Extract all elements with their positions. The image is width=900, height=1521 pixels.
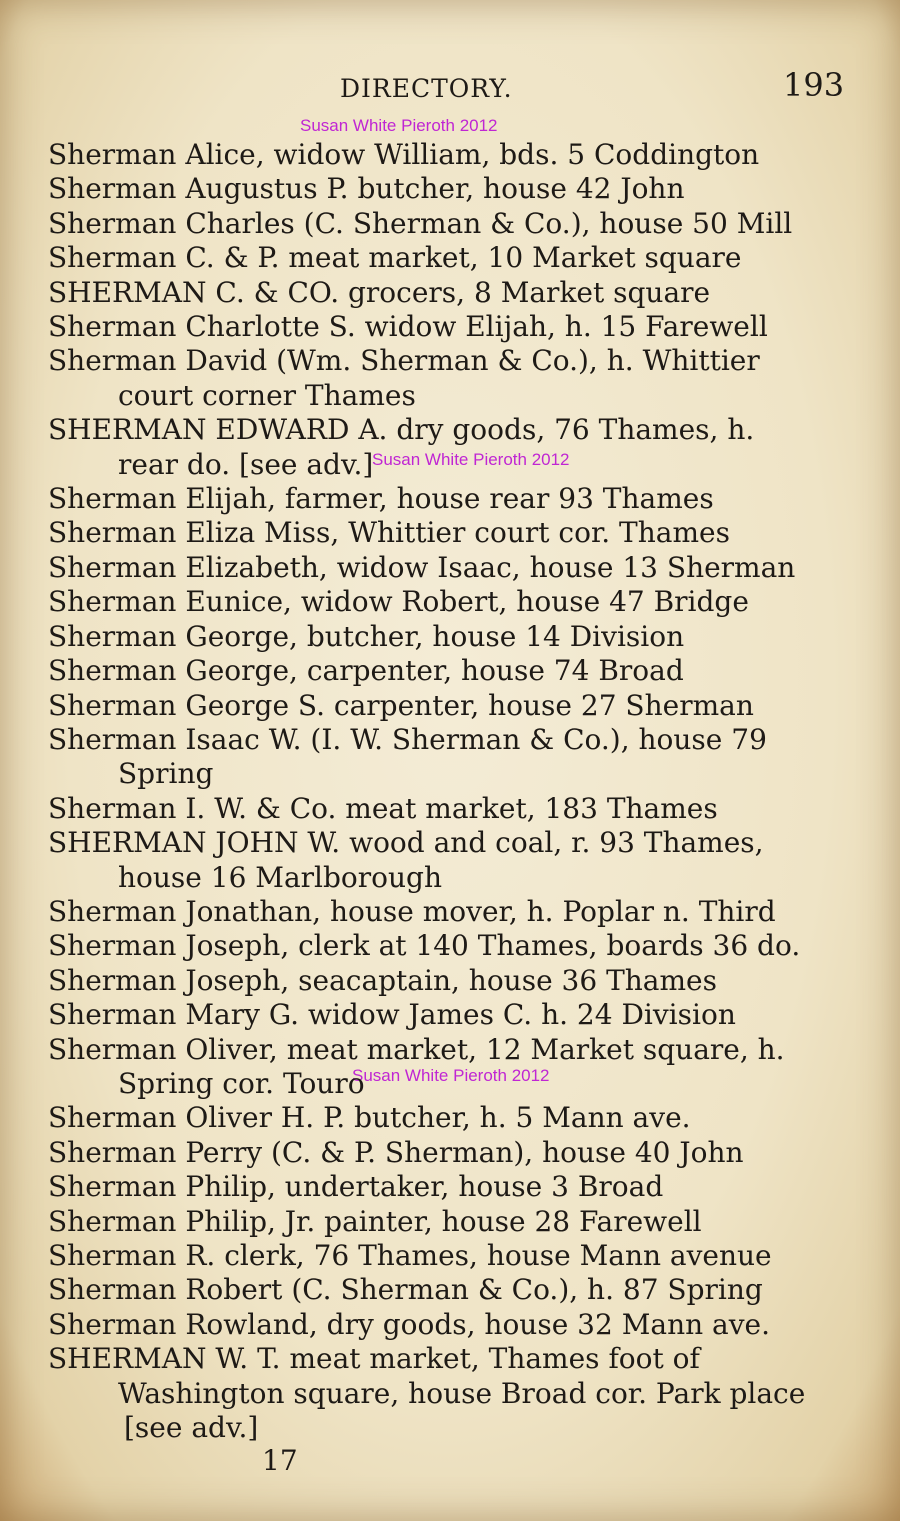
watermark: Susan White Pieroth 2012 [352, 1066, 550, 1085]
entry-text: Sherman I. W. & Co. meat market, 183 Thames [48, 791, 718, 825]
directory-entry [48, 413, 858, 482]
directory-entry [48, 516, 858, 550]
entry-text: Sherman Charlotte S. widow Elijah, h. 15 Farewell [48, 310, 768, 344]
entry-text: Sherman Jonathan, house mover, h. Poplar n. Third [48, 894, 776, 928]
directory-entry [48, 792, 858, 826]
entry-text: Sherman George, butcher, house 14 Division [48, 619, 685, 653]
directory-entry [48, 1239, 858, 1273]
directory-entry [48, 964, 858, 998]
directory-entry [48, 482, 858, 516]
directory-entry [48, 620, 858, 654]
entry-text: Sherman Philip, undertaker, house 3 Broad [48, 1170, 664, 1204]
directory-entry [48, 172, 858, 206]
entry-text: Sherman David (Wm. Sherman & Co.), h. Whittier [48, 344, 760, 378]
directory-entry [48, 1136, 858, 1170]
directory-entry [48, 1033, 858, 1102]
directory-entry [48, 276, 858, 310]
directory-entry [48, 241, 858, 275]
entry-text: Sherman Elizabeth, widow Isaac, house 13 Sherman [48, 550, 796, 584]
entry-text: SHERMAN C. & CO. grocers, 8 Market square [48, 275, 711, 309]
entry-text: Sherman Joseph, seacaptain, house 36 Thames [48, 963, 717, 997]
entry-text: Sherman Joseph, clerk at 140 Thames, boards 36 do. [48, 929, 801, 963]
entry-text: Sherman Eliza Miss, Whittier court cor. Thames [48, 516, 730, 550]
entry-text: SHERMAN W. T. meat market, Thames foot of [48, 1342, 700, 1376]
entry-continuation: Spring [118, 757, 214, 791]
entry-continuation: rear do. [see adv.] [118, 447, 374, 481]
directory-entry [48, 207, 858, 241]
directory-entry [48, 1342, 858, 1445]
entry-text: Sherman Rowland, dry goods, house 32 Mann ave. [48, 1307, 771, 1341]
entry-text: SHERMAN EDWARD A. dry goods, 76 Thames, h. [48, 413, 755, 447]
directory-entry [48, 895, 858, 929]
directory-entry [48, 1170, 858, 1204]
directory-entries [48, 138, 858, 1445]
entry-text: Sherman R. clerk, 76 Thames, house Mann avenue [48, 1239, 772, 1272]
directory-entry [48, 929, 858, 963]
entry-continuation: court corner Thames [118, 378, 416, 412]
entry-text: Sherman George S. carpenter, house 27 Sherman [48, 688, 754, 722]
entry-continuation: Washington square, house Broad cor. Park place [118, 1376, 806, 1410]
entry-text: Sherman Mary G. widow James C. h. 24 Division [48, 998, 736, 1032]
entry-continuation: house 16 Marlborough [118, 860, 443, 894]
directory-entry [48, 1101, 858, 1135]
entry-continuation: [see adv.] [124, 1411, 259, 1445]
watermark: Susan White Pieroth 2012 [300, 116, 498, 135]
signature-mark: 17 [262, 1444, 298, 1477]
directory-entry [48, 1308, 858, 1342]
directory-entry [48, 551, 858, 585]
directory-entry [48, 723, 858, 792]
entry-text: Sherman Alice, widow William, bds. 5 Coddington [48, 138, 760, 171]
directory-entry [48, 310, 858, 344]
entry-text: SHERMAN JOHN W. wood and coal, r. 93 Thames, [48, 826, 764, 860]
entry-text: Sherman Oliver H. P. butcher, h. 5 Mann ave. [48, 1101, 691, 1135]
entry-continuation: Spring cor. Touro [118, 1066, 365, 1100]
entry-text: Sherman Robert (C. Sherman & Co.), h. 87 Spring [48, 1273, 763, 1307]
directory-entry [48, 1273, 858, 1307]
entry-text: Sherman Charles (C. Sherman & Co.), house 50 Mill [48, 206, 793, 240]
directory-entry [48, 998, 858, 1032]
directory-entry [48, 826, 858, 895]
directory-entry [48, 689, 858, 723]
directory-entry [48, 585, 858, 619]
entry-text: Sherman Eunice, widow Robert, house 47 Bridge [48, 585, 749, 619]
entry-text: Sherman Philip, Jr. painter, house 28 Farewell [48, 1204, 702, 1238]
running-header: DIRECTORY. [340, 74, 513, 103]
entry-text: Sherman Oliver, meat market, 12 Market square, h. [48, 1032, 785, 1066]
entry-text: Sherman Isaac W. (I. W. Sherman & Co.), house 79 [48, 722, 767, 756]
directory-entry [48, 138, 858, 172]
directory-entry [48, 1205, 858, 1239]
page-number: 193 [783, 66, 845, 104]
entry-text: Sherman Elijah, farmer, house rear 93 Thames [48, 482, 714, 516]
watermark: Susan White Pieroth 2012 [372, 450, 570, 469]
entry-text: Sherman Perry (C. & P. Sherman), house 40 John [48, 1135, 744, 1169]
directory-entry [48, 344, 858, 413]
entry-text: Sherman C. & P. meat market, 10 Market square [48, 241, 742, 275]
entry-text: Sherman George, carpenter, house 74 Broad [48, 654, 684, 688]
directory-entry [48, 654, 858, 688]
entry-text: Sherman Augustus P. butcher, house 42 John [48, 172, 685, 206]
